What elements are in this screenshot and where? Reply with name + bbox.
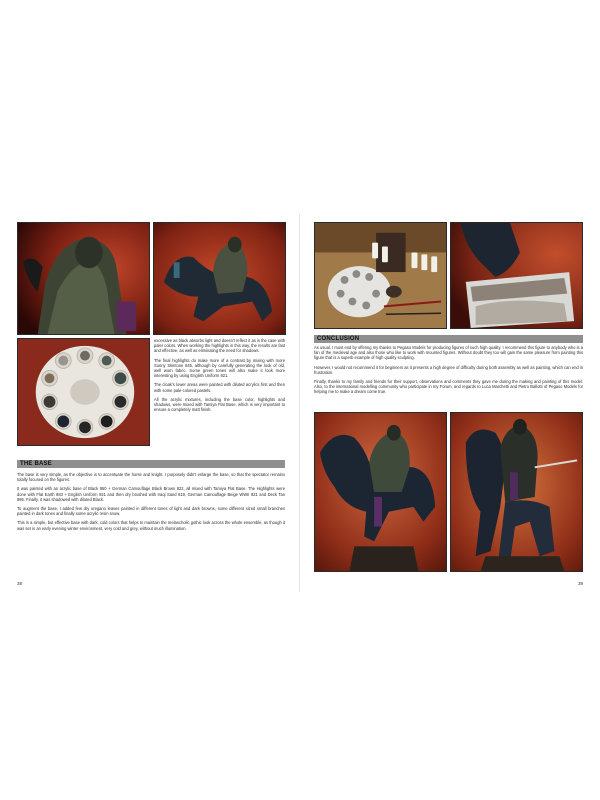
paragraph: Finally, thanks to my family and friends for their support, observations and comments they gave me during the making and painting of this model. Also, to the international modelling community who participate in my Forum, and regards to Luca Marchetti and Pietro Ballotti of Pegaso Models for helping me to make a dream come true. [314,379,583,395]
photo-icon [18,339,149,445]
rearing-horse-rider-photo [153,222,286,335]
left-page [13,214,300,592]
paragraph: It was painted with an acrylic base of Black 950 + German Camouflage Black Brown 822, all mixed with Tamiya Flat Base. The Highlights were done with Flat Earth 983 + English Uniform 921 and then dry brushed with Iraqi Sand 819, German Camouflage Beige WWII 821 and Deck Tan 986. Finally, it was shadowed with diluted Black. [17,486,285,502]
photo-icon [154,223,285,334]
base-section-text [17,472,285,535]
section-header-bar [17,460,285,468]
paragraph: excessive as black absorbs light and doesn't reflect it as is the case with paler colors. When working the highlights in this way, the results are fast and effective, as well as eliminating the need for shadows. [154,338,285,354]
photo-icon [18,223,149,334]
horse-rider-side-view-photo [314,412,447,572]
paragraph: The cloak's lower areas were painted with diluted acrylics first and then with some pale-colored pastels. [154,382,285,393]
page-number: 39 [577,581,583,586]
body-text-column [154,338,285,416]
paragraph: The base is very simple, as the objective is to accentuate the horse and knight. I purposely didn't enlarge the base, so that the spectator remains totally focused on the figures. [17,472,285,483]
photo-icon [315,413,446,571]
painting-supplies-photo [314,222,447,329]
snowy-base-closeup-photo [450,222,583,329]
paragraph: The final highlights do make more of a contrast by mixing with more Sunny Skintone 845, although by carefully generating the look of old, well worn fabric. Some green tones will also make it look more interesting by using English Uniform 921. [154,357,285,379]
paragraph: This is a simple, but effective base with dark, cold colors that helps to maintain the melancholic gothic look across the whole ensemble, as though it was set in an early evening winter environment, very cold and grey, without much illumination. [17,520,285,531]
paragraph: All the acrylic mixtures, including the base color, highlights and shadows, were mixed with Tamiya Flat Base, which is very important to ensure a completely matt finish. [154,396,285,413]
photo-icon [451,413,582,571]
section-title: THE BASE [20,461,52,467]
cloaked-rider-closeup-photo [17,222,150,335]
section-title: CONCLUSION [317,336,360,342]
rider-with-sword-photo [450,412,583,572]
right-page [300,214,587,592]
photo-icon [315,223,446,328]
paint-palette-photo [17,338,150,446]
photo-icon [451,223,582,328]
paragraph: To augment the base, I added few dry oregano leaves painted in different tones of light and dark browns, some different sized small branches painted in dark tones and finally some acrylic resin snow. [17,506,285,517]
conclusion-text [314,345,583,399]
magazine-spread [13,214,587,592]
page-number: 38 [17,581,23,586]
paragraph: As usual, I must end by offering my thanks to Pegaso Models for producing figures of such high quality. I recommend this figure to anybody who is a fan of the medieval age and also those who like to work with mounted figures. Without doubt they too will gain the same pleasure from painting this figure that is a superb example of high quality sculpting. [314,345,583,361]
section-header-bar [314,335,583,343]
paragraph: However, I would not recommend it for beginners as it presents a high degree of difficulty during both assembly as well as painting, which can end in frustration. [314,364,583,375]
